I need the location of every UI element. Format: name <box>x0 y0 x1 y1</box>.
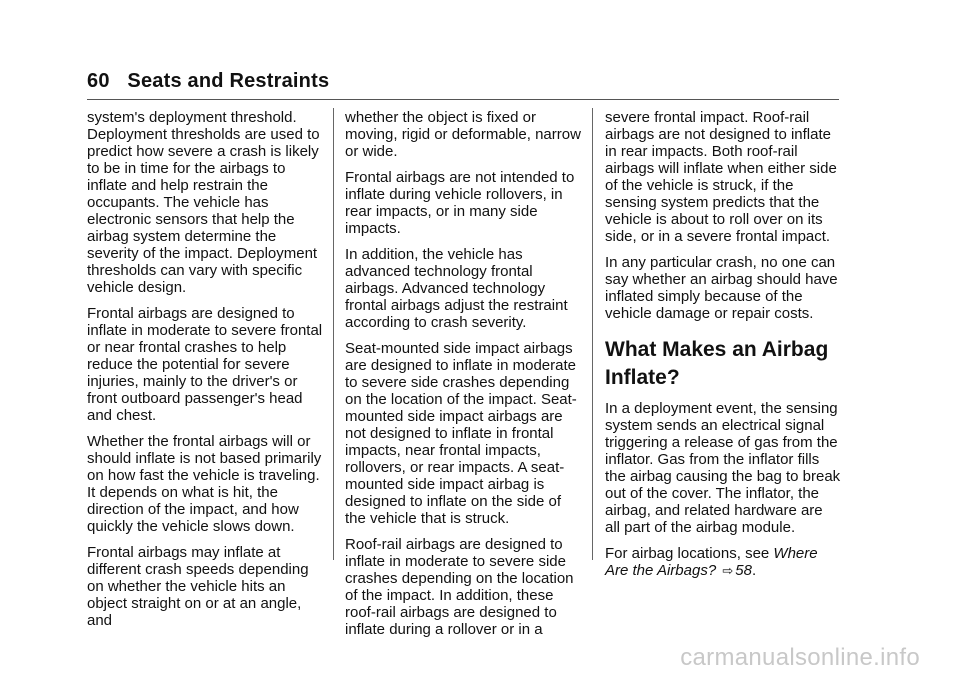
paragraph: In any particular crash, no one can say whether an airbag should have inflated simply because of the vehicle damage or repair costs. <box>605 254 838 322</box>
crossref-paragraph <box>605 545 841 579</box>
page-header <box>87 70 329 93</box>
paragraph: Whether the frontal airbags will or should inflate is not based primarily on how fast the vehicle is traveling. It depends on what is hit, the direction of the impact, and how quickly the vehicle slows down. <box>87 433 322 535</box>
crossref-lead: For airbag locations, see <box>605 545 774 562</box>
paragraph: whether the object is fixed or moving, rigid or deformable, narrow or wide. <box>345 109 581 160</box>
paragraph: Roof-rail airbags are designed to inflate in moderate to severe side crashes depending on the location of the impact. In addition, these roof-rail airbags are designed to inflate during a rollover or in a <box>345 536 574 638</box>
column-divider <box>592 108 593 560</box>
page-arrow-icon: ⇨ <box>722 563 734 578</box>
text-column-2 <box>345 109 581 647</box>
section-heading: What Makes an Airbag Inflate? <box>605 338 829 389</box>
paragraph: system's deployment threshold. Deployment thresholds are used to predict how severe a crash is likely to be in time for the airbags to inflate and help restrain the occupants. The vehicle has electronic sensors that help the airbag system determine the severity of the impact. Deployment thresholds can vary with specific vehicle design. <box>87 109 320 296</box>
section-title: Seats and Restraints <box>127 70 330 92</box>
text-column-1 <box>87 109 323 638</box>
watermark: carmanualsonline.info <box>680 644 920 671</box>
crossref-page[interactable]: 58 <box>735 562 752 579</box>
paragraph: In addition, the vehicle has advanced technology frontal airbags. Advanced technology frontal airbags adjust the restraint according to crash severity. <box>345 246 568 331</box>
page-number: 60 <box>87 70 110 92</box>
header-rule <box>87 99 839 100</box>
paragraph: In a deployment event, the sensing system sends an electrical signal triggering a release of gas from the inflator. Gas from the inflator fills the airbag causing the bag to break out of the cover. The inflator, the airbag, and related hardware are all part of the airbag module. <box>605 400 841 536</box>
crossref-tail: . <box>751 562 757 579</box>
paragraph: Frontal airbags are not intended to inflate during vehicle rollovers, in rear impacts, or in many side impacts. <box>345 169 575 237</box>
paragraph: severe frontal impact. Roof-rail airbags are not designed to inflate in rear impacts. Both roof-rail airbags will inflate when either side of the vehicle is struck, if the sensing system predicts that the vehicle is about to roll over on its side, or in a severe frontal impact. <box>605 109 837 245</box>
crossref-link[interactable]: Where Are the Airbags? <box>605 545 818 579</box>
paragraph: Frontal airbags may inflate at different crash speeds depending on whether the vehicle hits an object straight on or at an angle, and <box>87 544 309 629</box>
column-divider <box>333 108 334 560</box>
text-column-3 <box>605 109 841 588</box>
paragraph: Seat-mounted side impact airbags are designed to inflate in moderate to severe side crashes depending on the location of the impact. Seat-mounted side impact airbags are not designed to inflate in frontal impacts, near frontal impacts, rollovers, or rear impacts. A seat-mounted side impact airbag is designed to inflate on the side of the vehicle that is struck. <box>345 340 577 527</box>
paragraph: Frontal airbags are designed to inflate in moderate to severe frontal or near frontal crashes to help reduce the potential for severe injuries, mainly to the driver's or front outboard passenger's head and chest. <box>87 305 323 424</box>
